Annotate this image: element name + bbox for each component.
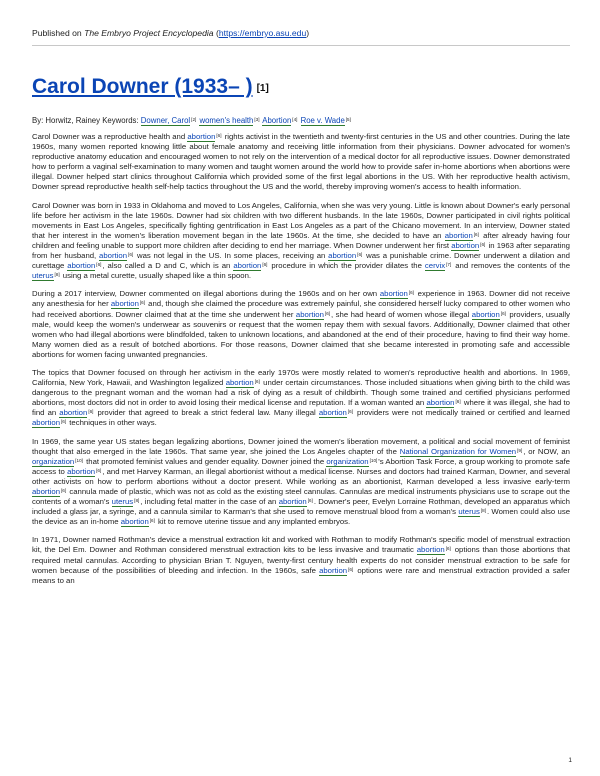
paragraph-text: kit to remove uterine tissue and any implanted embryos. — [155, 517, 351, 527]
paragraph-text: providers, usually male, would keep the women's underwear as souvenirs or request that the women repay them with sexual favors. Additionally, Downer claimed that other women who had illegal abortions were blindfolded, taken to unknown locations, and abandoned at the end of their procedure, having to find their way home. Many women died as a result of botched abortions. For those reasons, Downer claimed that she became interested in promoting safe and accessible abortions for women facing unwanted pregnancies. — [32, 309, 570, 359]
reference-marker: [6] — [216, 133, 222, 138]
inline-term-link[interactable]: organization — [326, 456, 369, 466]
paragraph-menstrual-extraction — [32, 535, 570, 585]
paragraph-text: Carol Downer was born in 1933 in Oklahoma and moved to Los Angeles, California, when she was very young. Little is known about Downer's early personal life before her activism in the late 1960s. Downer had six children with two different husbands. In the late 1960s, Downer participated in civil rights political movements in East Los Angeles, specifically fighting gentrification in East Los Angeles as a part of the Chicano movement. In an interview, Downer stated that her interest in the women's liberation movement began in the late 1960s. At the time, she decided to have an — [32, 200, 570, 240]
reference-marker: [6] — [128, 252, 134, 258]
inline-term-link[interactable]: abortion — [110, 299, 139, 309]
inline-term-link[interactable]: abortion — [59, 408, 88, 418]
paragraph-text: under certain circumstances. Those included situations when giving birth to the child was dangerous to the pregnant woman and the woman had a risk of dying as a result of childbirth. Though some trained and certified physicians performed abortions, most doctors did not in order to avoid losing their medical license and reputation. If a woman wanted an — [32, 378, 570, 408]
title-link[interactable]: Carol Downer (1933– ) — [32, 75, 253, 98]
paragraph-text: and removes the contents of the — [452, 261, 571, 271]
paragraph-text: , including fetal matter in the case of an — [140, 497, 279, 507]
reference-marker: [8] — [134, 498, 140, 504]
byline — [32, 116, 570, 126]
reference-marker: [6] — [149, 518, 155, 524]
reference-marker: [6] — [408, 290, 414, 296]
inline-term-link[interactable]: uterus — [111, 497, 134, 507]
inline-term-link[interactable]: abortion — [318, 408, 347, 418]
source-url-link[interactable]: https://embryo.asu.edu — [218, 28, 307, 38]
paragraph-text: after already having four children and feeling unable to support more children after deciding to end her marriage. When Downer underwent her first — [32, 230, 571, 250]
byline-author: By: Horwitz, Rainey Keywords: — [32, 116, 139, 125]
paragraph-text: options than those abortions that required metal cannulas. According to physician Brian T. Nguyen, twenty-first century health experts do not consider menstrual extraction to be safe for women because of the possibilities of bleeding and infection. In the 1960s, safe — [32, 545, 570, 575]
paragraph-text: . Women could also use the device as an in-home — [32, 507, 571, 527]
paragraph-illegal-abortions — [32, 289, 570, 360]
inline-term-link[interactable]: uterus — [32, 271, 54, 281]
reference-marker: [6] — [88, 409, 94, 415]
inline-term-link[interactable]: cervix — [424, 261, 446, 271]
paragraph-text: Carol Downer was a reproductive health and — [32, 132, 188, 141]
paragraph-text: using a metal curette, usually shaped like a thin spoon. — [60, 271, 252, 281]
paragraph-text: , also called a D and C, which is an — [102, 261, 234, 271]
paragraph-text: The topics that Downer focused on through her activism in the early 1970s were mostly related to women's reproductive health and abortions. In 1969, California, New York, Hawaii, and Washington legalized — [32, 367, 570, 388]
inline-term-link[interactable]: abortion — [416, 545, 445, 555]
paragraph-text: 's Abortion Task Force, a group working to promote safe access to — [32, 456, 570, 476]
paragraph-early-life — [32, 201, 570, 282]
paragraph-text: provider that agreed to break a strict federal law. Many illegal — [94, 408, 319, 418]
reference-marker: [6] — [61, 419, 67, 425]
reference-marker: [6] — [96, 262, 102, 268]
keyword-link[interactable]: Abortion — [262, 116, 292, 125]
paragraph-text: , and met Harvey Karman, an illegal abortionist without a medical license. Nurses and doctors had trained Karman, Downer, and several other activists on how to perform abortions without a doctor present. While working as an abortionist, Karman developed a less invasive early-term — [32, 466, 570, 486]
reference-marker: [6] — [445, 546, 451, 552]
inline-term-link[interactable]: abortion — [233, 261, 262, 271]
paragraph-text: techniques in other ways. — [67, 418, 157, 428]
reference-marker: [6] — [347, 409, 353, 415]
paragraph-text: options were rare and menstrual extraction provided a safer means to an — [32, 565, 570, 585]
paragraph-text: In 1971, Downer named Rothman's device a menstrual extraction kit and worked with Rothman to modify Rothman's specific model of menstrual extraction kit, the Del Em. Downer and Rothman considered menstrual extraction kits to be less invasive and traumatic — [32, 535, 570, 555]
paragraph-intro — [32, 132, 570, 193]
paragraph-text: providers were not medically trained or certified and learned — [353, 408, 570, 418]
paragraph-text: cannula made of plastic, which was not as cold as the existing steel cannulas. Cannulas are medical instruments physicians use to scrape out the contents of a woman's — [32, 487, 570, 507]
paragraph-legalization — [32, 368, 570, 429]
reference-marker: [6] — [139, 300, 145, 306]
inline-term-link[interactable]: abortion — [328, 251, 357, 261]
inline-term-link[interactable]: abortion — [32, 487, 61, 496]
paragraph-text: , she had heard of women whose illegal — [331, 309, 472, 319]
inline-term-link[interactable]: abortion — [99, 251, 128, 261]
inline-term-link[interactable]: abortion — [67, 261, 96, 271]
inline-term-link[interactable]: abortion — [120, 517, 149, 527]
page-title — [32, 74, 570, 100]
reference-marker: [6] — [357, 252, 363, 258]
reference-marker: [10] — [369, 457, 378, 463]
paragraph-text: in 1963 after separating from her husband, — [32, 240, 570, 261]
keyword-link[interactable]: Downer, Carol — [140, 116, 191, 125]
reference-marker: [8] — [54, 272, 60, 278]
title-ref: [1] — [256, 83, 269, 94]
paragraph-text: During a 2017 interview, Downer commented on illegal abortions during the 1960s and on her own — [32, 289, 380, 299]
publication-name: The Embryo Project Encyclopedia — [84, 28, 214, 38]
inline-term-link[interactable]: organization — [32, 456, 75, 466]
reference-marker: [6] — [324, 310, 331, 316]
keyword-list: Downer, Carol[2] women's health[3] Abortion[4] Roe v. Wade[5] — [140, 116, 351, 125]
inline-term-link[interactable]: abortion — [471, 309, 500, 319]
inline-term-link[interactable]: abortion — [225, 378, 254, 388]
reference-marker: [9] — [517, 447, 523, 453]
reference-marker: [6] — [61, 488, 67, 493]
inline-term-link[interactable]: abortion — [319, 565, 348, 575]
keyword-link[interactable]: women's health — [199, 116, 254, 125]
reference-marker: [6] — [307, 498, 313, 504]
paragraph-text: was a punishable crime. Downer underwent a dilation and curettage — [32, 251, 570, 271]
inline-term-link[interactable]: abortion — [295, 309, 324, 319]
reference-marker: [6] — [348, 566, 354, 572]
reference-marker: [6] — [473, 231, 479, 237]
paragraph-text: that promoted feminist values and gender equality. Downer joined the — [83, 456, 327, 466]
inline-term-link[interactable]: uterus — [458, 507, 480, 517]
document-page — [32, 28, 570, 586]
inline-term-link[interactable]: abortion — [32, 418, 61, 428]
paragraph-text: where it was illegal, she had to find an — [32, 398, 570, 418]
reference-marker: [6] — [254, 379, 260, 385]
inline-term-link[interactable]: abortion — [451, 240, 480, 250]
inline-term-link[interactable]: abortion — [67, 466, 96, 476]
reference-marker: [6] — [262, 262, 268, 268]
reference-marker: [6] — [455, 399, 461, 405]
reference-marker: [10] — [75, 457, 83, 463]
paragraph-text: . Downer's peer, Evelyn Lorraine Rothman, developed an apparatus which included a glass jar, a syringe, and a cannula similar to Karman's that she used to remove menstrual blood from a woman's — [32, 497, 570, 517]
reference-marker: [7] — [446, 262, 452, 268]
inline-term-link[interactable]: abortion — [444, 230, 473, 240]
reference-marker: [6] — [96, 467, 102, 473]
reference-marker: [8] — [480, 508, 486, 514]
paragraph-text: , or NOW, an — [523, 446, 570, 456]
paragraph-text: procedure in which the provider dilates the — [268, 261, 425, 271]
reference-marker: [6] — [500, 310, 506, 316]
paragraph-activism — [32, 437, 570, 528]
paragraph-text: rights activist in the twentieth and twenty-first centuries in the US and other countries. During the late 1960s, many women reported knowing little about female anatomy and receiving little information from their physicians. Downer advocated for women's reproductive anatomy education and encouraged women to not rely on the intervention of a medical doctor for all reproductive issues. Downer demonstrated how to perform a vaginal self-examination to many women and taught women around the world how to provide safer in-home abortions when abortions were illegal. Downer helped start clinics throughout California which provided some of the first legal abortions in the US. With her reproductive health activism, Downer spread reproductive health self-help tactics throughout the US and the world, thereby improving women's access to health information. — [32, 132, 570, 192]
keyword-link[interactable]: Roe v. Wade — [300, 116, 345, 125]
inline-term-link[interactable]: abortion — [379, 289, 408, 299]
paragraph-text: experience in 1963. Downer did not receive any anesthesia for her — [32, 289, 571, 309]
inline-term-link[interactable]: abortion — [187, 132, 216, 141]
inline-term-link[interactable]: National Organization for Women — [399, 446, 517, 456]
publication-line: Published on The Embryo Project Encyclopedia (https://embryo.asu.edu) — [32, 28, 310, 38]
inline-term-link[interactable]: abortion — [278, 497, 307, 507]
paragraph-text: was not legal in the US. In some places, receiving an — [134, 251, 329, 261]
inline-term-link[interactable]: abortion — [426, 398, 455, 408]
paragraph-text: and, though she claimed the procedure was extremely painful, she considered herself lucky compared to other women who had received abortions. Downer claimed that at the time she underwent her — [32, 299, 571, 319]
paragraph-text: In 1969, the same year US states began legalizing abortions, Downer joined the women's liberation movement, a political and social movement of feminist thought that also emerged in the late 1960s. That same year, she joined the Los Angeles chapter of the — [32, 436, 570, 456]
reference-marker: [6] — [480, 241, 486, 247]
page-number: 1 — [568, 757, 572, 764]
header-divider — [32, 45, 570, 46]
